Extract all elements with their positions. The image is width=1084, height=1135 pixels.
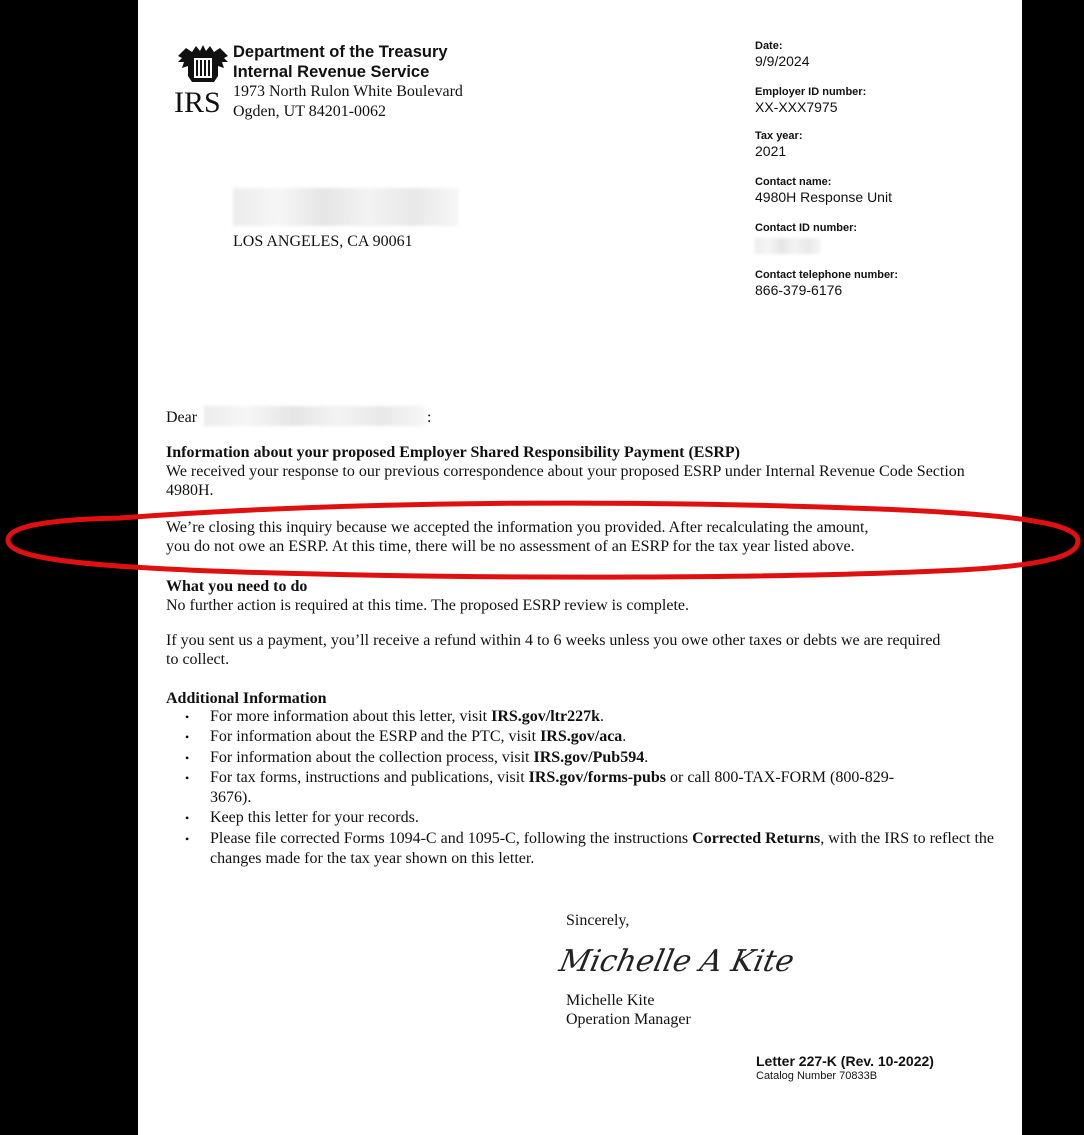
contact-phone-field xyxy=(755,268,898,299)
department-line: Department of the Treasury xyxy=(233,43,448,61)
link-forms-pubs[interactable]: IRS.gov/forms-pubs xyxy=(528,768,666,786)
closing-paragraph xyxy=(166,518,986,556)
catalog-number: Catalog Number 70833B xyxy=(756,1070,878,1082)
contact-phone-value: 866-379-6176 xyxy=(755,282,843,298)
what-to-do-heading: What you need to do xyxy=(166,578,308,595)
additional-info-heading: Additional Information xyxy=(166,690,327,707)
list-item: • Keep this letter for your records. xyxy=(185,809,419,827)
link-pub594[interactable]: IRS.gov/Pub594 xyxy=(533,748,645,766)
letter-id: Letter 227-K (Rev. 10-2022) xyxy=(756,1053,934,1069)
link-ltr227k[interactable]: IRS.gov/ltr227k xyxy=(491,708,600,725)
tax-year-field xyxy=(755,129,803,160)
date-label: Date: xyxy=(755,40,783,52)
list-item: • For tax forms, instructions and publications, visit IRS.gov/forms-pubs or call 800-TAX-FORM (800-829-3676). xyxy=(185,768,895,807)
address-line2: Ogden, UT 84201-0062 xyxy=(233,103,387,120)
signature-image xyxy=(556,933,798,983)
redacted-recipient-name xyxy=(233,188,459,226)
irs-logo-text: IRS xyxy=(174,86,221,119)
contact-name-label: Contact name: xyxy=(755,176,832,188)
list-item: • For more information about this letter, visit IRS.gov/ltr227k. xyxy=(185,708,604,725)
sincerely: Sincerely, xyxy=(566,912,630,929)
contact-id-field xyxy=(755,221,857,235)
address-line1: 1973 North Rulon White Boulevard xyxy=(233,83,463,100)
salutation-colon: : xyxy=(427,409,432,426)
letter-footer xyxy=(756,1053,934,1083)
contact-name-value: 4980H Response Unit xyxy=(755,189,892,205)
tax-year-value: 2021 xyxy=(755,143,787,159)
employer-id-value: XX-XXX7975 xyxy=(755,99,838,115)
signer-block xyxy=(566,991,691,1029)
closing-line1: We’re closing this inquiry because we accepted the information you provided. After recalculating the amount, xyxy=(166,519,869,536)
no-action-paragraph: No further action is required at this time. The proposed ESRP review is complete. xyxy=(166,597,689,614)
corrected-returns-text: Corrected Returns xyxy=(692,829,821,847)
signature-script: Michelle A Kite xyxy=(556,944,798,979)
redacted-salutation-name xyxy=(204,406,426,426)
contact-id-label: Contact ID number: xyxy=(755,222,858,234)
link-aca[interactable]: IRS.gov/aca xyxy=(540,728,623,746)
department-name xyxy=(233,42,448,82)
date-value: 9/9/2024 xyxy=(755,53,810,69)
irs-address xyxy=(233,82,463,122)
list-item: • Please file corrected Forms 1094-C and 1095-C, following the instructions Corrected Returns, with the IRS to reflect the changes made for the tax year shown on this letter. xyxy=(185,829,994,868)
salutation-word: Dear xyxy=(166,409,198,426)
tax-year-label: Tax year: xyxy=(755,130,803,142)
contact-phone-label: Contact telephone number: xyxy=(755,269,899,281)
response-paragraph: We received your response to our previous correspondence about your proposed ESRP under Internal Revenue Code Section 4980H. xyxy=(166,463,965,499)
list-item: • For information about the ESRP and the PTC, visit IRS.gov/aca. xyxy=(185,728,627,746)
recipient-city: LOS ANGELES, CA 90061 xyxy=(233,233,413,250)
esrp-heading: Information about your proposed Employer Shared Responsibility Payment (ESRP) xyxy=(166,444,740,461)
contact-name-field xyxy=(755,175,892,206)
closing-line2: you do not owe an ESRP. At this time, there will be no assessment of an ESRP for the tax year listed above. xyxy=(166,538,855,555)
signer-name: Michelle Kite xyxy=(566,992,655,1009)
irs-eagle-logo-icon xyxy=(174,42,232,119)
refund-paragraph: If you sent us a payment, you’ll receive a refund within 4 to 6 weeks unless you owe other taxes or debts we are required to collect. xyxy=(166,632,941,668)
letter-page xyxy=(138,0,1022,1135)
date-field xyxy=(755,39,810,70)
salutation xyxy=(166,408,197,427)
signer-title: Operation Manager xyxy=(566,1011,691,1028)
employer-id-label: Employer ID number: xyxy=(755,86,867,98)
employer-id-field xyxy=(755,85,866,116)
list-item: • For information about the collection process, visit IRS.gov/Pub594. xyxy=(185,748,649,766)
redacted-contact-id xyxy=(755,238,821,254)
service-line: Internal Revenue Service xyxy=(233,63,430,81)
additional-info-list xyxy=(166,707,994,869)
